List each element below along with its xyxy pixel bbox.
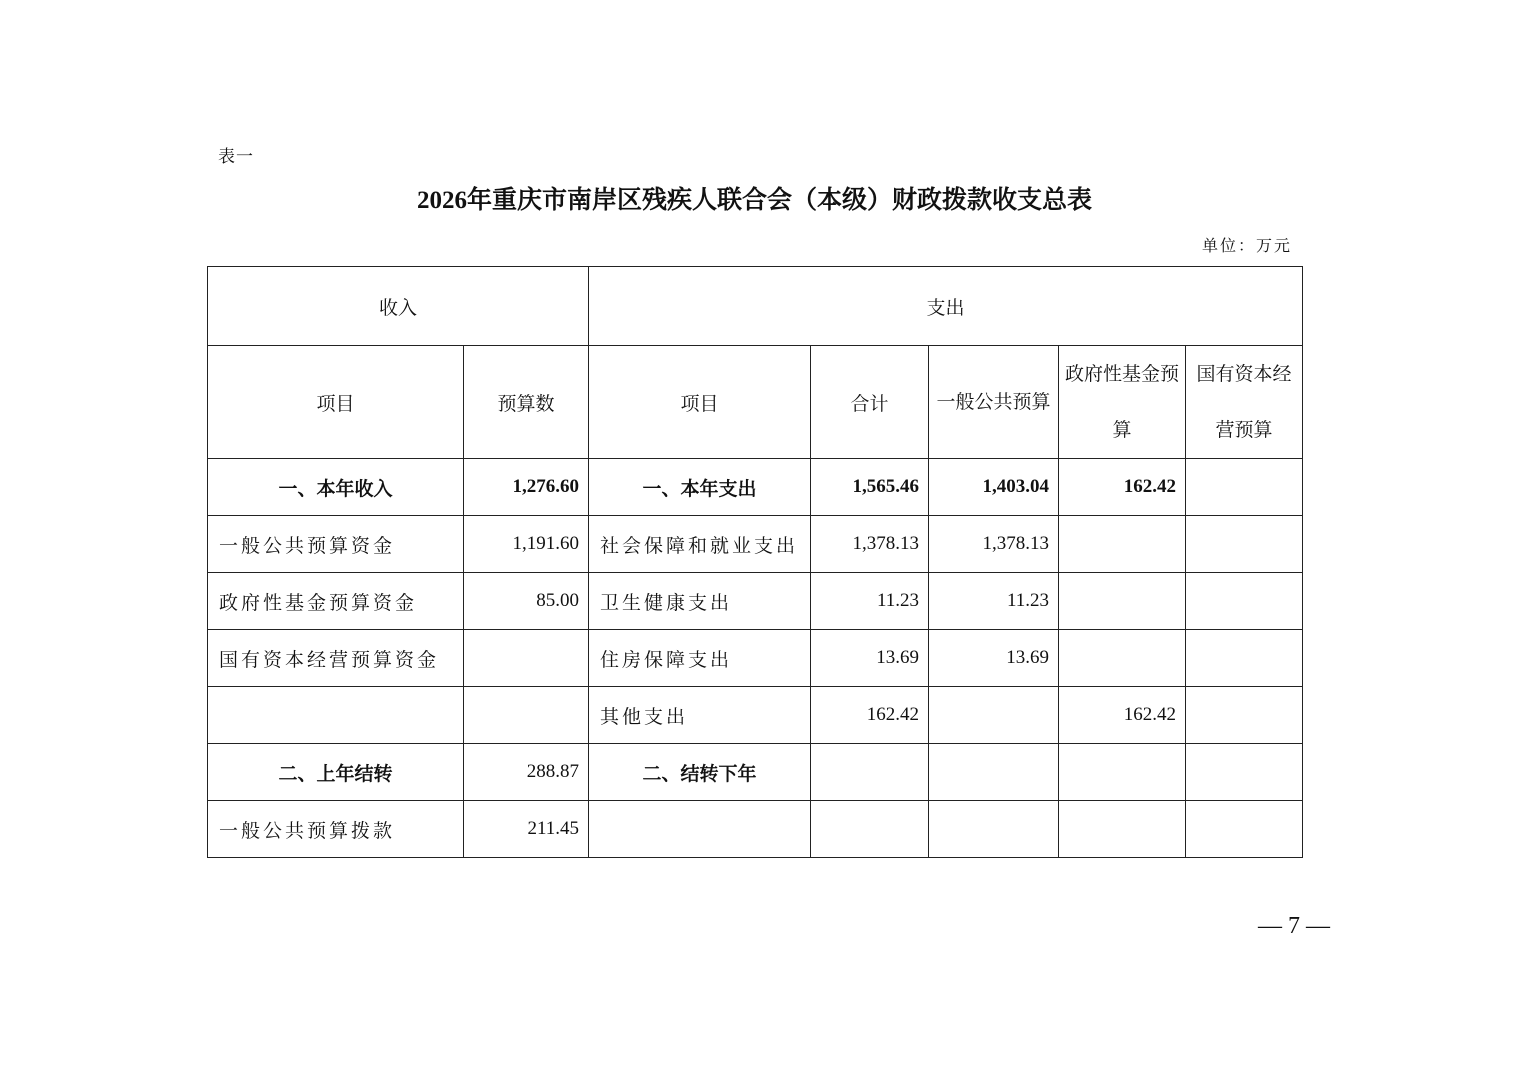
table-row	[208, 516, 1303, 573]
income-budget-cell: 85.00	[464, 573, 589, 630]
col-income-item: 项目	[208, 346, 464, 459]
total-cell: 13.69	[811, 630, 929, 687]
total-cell: 1,565.46	[811, 459, 929, 516]
document-title: 2026年重庆市南岸区残疾人联合会（本级）财政拨款收支总表	[416, 187, 1092, 214]
expense-item-cell: 其他支出	[589, 687, 811, 744]
gov-fund-cell: 162.42	[1059, 687, 1186, 744]
table-label: 表一	[218, 147, 254, 167]
state-capital-cell	[1186, 573, 1303, 630]
col-state-capital: 国有资本经营预算	[1186, 346, 1303, 459]
state-capital-cell	[1186, 630, 1303, 687]
unit-label: 单位：万元	[1201, 236, 1292, 255]
total-cell	[811, 744, 929, 801]
expense-item-cell: 住房保障支出	[589, 630, 811, 687]
gov-fund-cell	[1059, 630, 1186, 687]
column-header-row	[208, 346, 1303, 459]
income-budget-cell	[464, 630, 589, 687]
table-row	[208, 573, 1303, 630]
gov-fund-cell	[1059, 744, 1186, 801]
gov-fund-cell	[1059, 801, 1186, 858]
income-budget-cell	[464, 687, 589, 744]
income-budget-cell: 211.45	[464, 801, 589, 858]
gov-fund-cell	[1059, 516, 1186, 573]
income-item-cell: 二、上年结转	[208, 744, 464, 801]
total-cell	[811, 801, 929, 858]
income-budget-cell: 288.87	[464, 744, 589, 801]
expense-item-cell: 二、结转下年	[589, 744, 811, 801]
expense-item-cell: 一、本年支出	[589, 459, 811, 516]
general-public-cell: 11.23	[929, 573, 1059, 630]
income-item-cell: 一般公共预算拨款	[208, 801, 464, 858]
col-gov-fund: 政府性基金预算	[1059, 346, 1186, 459]
state-capital-cell	[1186, 516, 1303, 573]
table-row	[208, 459, 1303, 516]
page-number: — 7 —	[1258, 913, 1330, 939]
expense-item-cell: 社会保障和就业支出	[589, 516, 811, 573]
gov-fund-cell	[1059, 573, 1186, 630]
general-public-cell: 1,378.13	[929, 516, 1059, 573]
state-capital-cell	[1186, 744, 1303, 801]
col-income-budget: 预算数	[464, 346, 589, 459]
general-public-cell: 13.69	[929, 630, 1059, 687]
income-budget-cell: 1,276.60	[464, 459, 589, 516]
state-capital-cell	[1186, 459, 1303, 516]
total-cell: 162.42	[811, 687, 929, 744]
table-row	[208, 630, 1303, 687]
expense-group-header: 支出	[589, 267, 1303, 346]
col-total: 合计	[811, 346, 929, 459]
expense-item-cell	[589, 801, 811, 858]
income-item-cell	[208, 687, 464, 744]
income-item-cell: 一般公共预算资金	[208, 516, 464, 573]
total-cell: 1,378.13	[811, 516, 929, 573]
general-public-cell	[929, 744, 1059, 801]
group-header-row	[208, 267, 1303, 346]
col-expense-item: 项目	[589, 346, 811, 459]
table-row	[208, 801, 1303, 858]
col-general-public: 一般公共预算	[929, 346, 1059, 459]
table-row	[208, 687, 1303, 744]
state-capital-cell	[1186, 687, 1303, 744]
income-item-cell: 政府性基金预算资金	[208, 573, 464, 630]
income-budget-cell: 1,191.60	[464, 516, 589, 573]
total-cell: 11.23	[811, 573, 929, 630]
expense-item-cell: 卫生健康支出	[589, 573, 811, 630]
income-item-cell: 一、本年收入	[208, 459, 464, 516]
income-group-header: 收入	[208, 267, 589, 346]
table-row	[208, 744, 1303, 801]
general-public-cell	[929, 687, 1059, 744]
state-capital-cell	[1186, 801, 1303, 858]
budget-summary-table	[207, 266, 1303, 858]
general-public-cell	[929, 801, 1059, 858]
gov-fund-cell: 162.42	[1059, 459, 1186, 516]
general-public-cell: 1,403.04	[929, 459, 1059, 516]
income-item-cell: 国有资本经营预算资金	[208, 630, 464, 687]
